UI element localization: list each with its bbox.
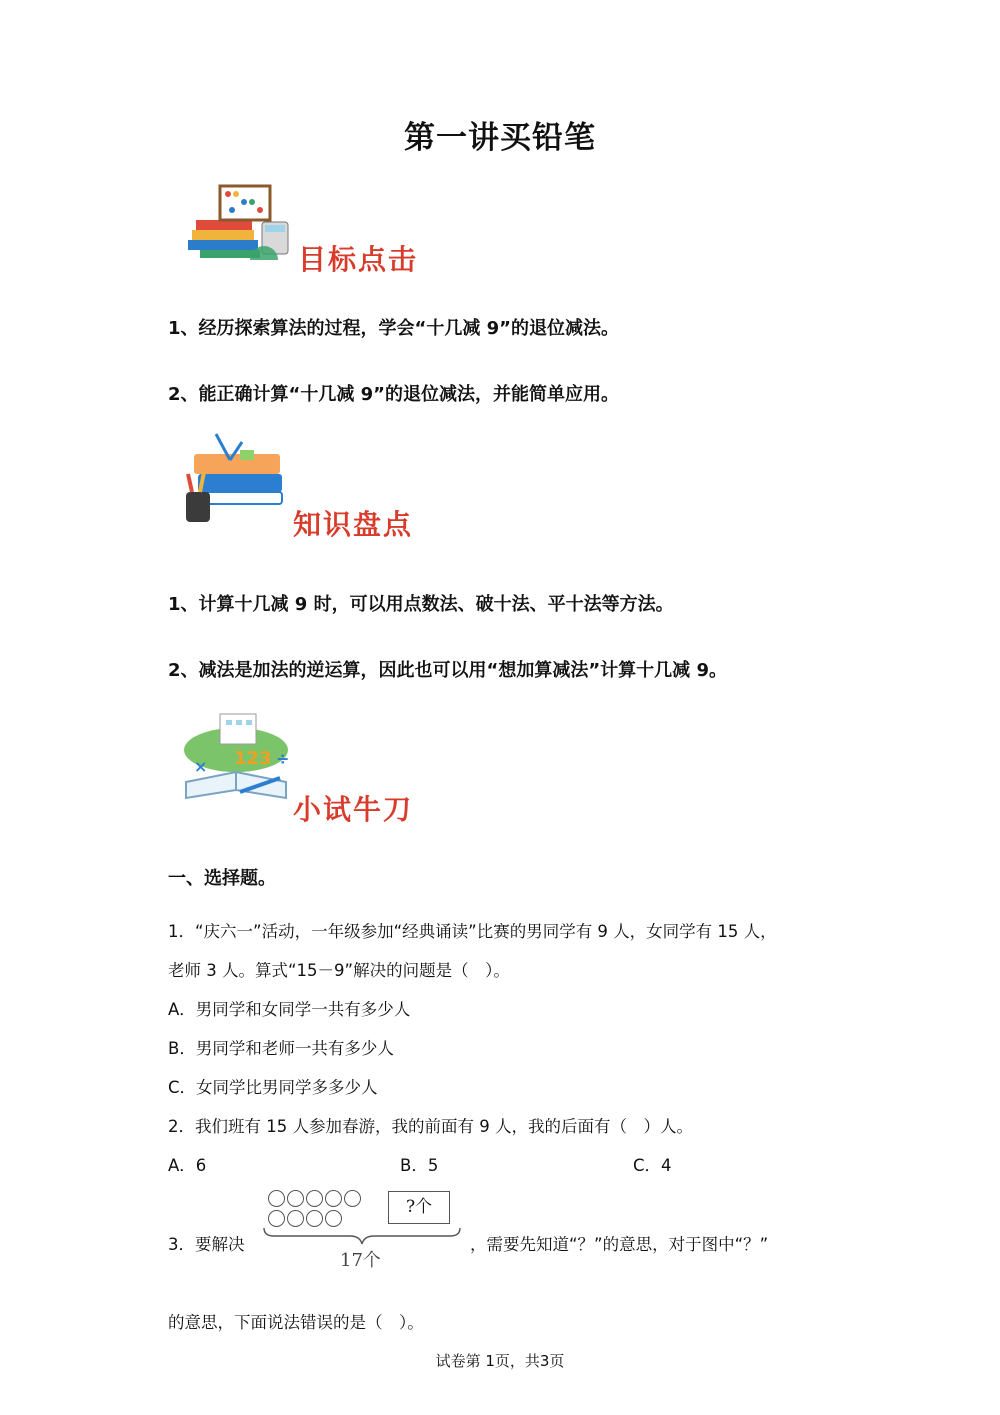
q2-option-b: B．5 xyxy=(400,1156,439,1175)
goals-section-banner xyxy=(180,180,430,280)
circle-mark xyxy=(325,1210,342,1227)
q1-option-b: B．男同学和老师一共有多少人 xyxy=(168,1039,394,1058)
q2-text: 2．我们班有 15 人参加春游，我的前面有 9 人，我的后面有（ ）人。 xyxy=(168,1117,693,1136)
circle-mark xyxy=(287,1190,304,1207)
knowledge-section-banner xyxy=(180,430,430,540)
circle-mark xyxy=(306,1210,323,1227)
total-brace xyxy=(262,1226,462,1248)
books-pencils-icon xyxy=(180,430,290,530)
practice-section-label: 小试牛刀 xyxy=(293,793,414,826)
circle-mark xyxy=(268,1210,285,1227)
q1-option-c: C．女同学比男同学多多少人 xyxy=(168,1078,378,1097)
circle-mark xyxy=(306,1190,323,1207)
part1-heading: 一、选择题。 xyxy=(168,868,276,889)
goal-item: 2、能正确计算“十几减 9”的退位减法，并能简单应用。 xyxy=(168,384,619,405)
q3-suffix: ，需要先知道“？”的意思，对于图中“？” xyxy=(470,1235,769,1254)
q3-line2: 的意思，下面说法错误的是（ ）。 xyxy=(168,1313,424,1332)
q3-prefix: 3．要解决 xyxy=(168,1235,245,1254)
unknown-box-label: ?个 xyxy=(405,1197,433,1217)
unknown-box xyxy=(388,1191,450,1224)
page-title: 第一讲买铅笔 xyxy=(404,120,596,156)
goal-item: 1、经历探索算法的过程，学会“十几减 9”的退位减法。 xyxy=(168,318,619,339)
svg-text:×: × xyxy=(194,757,208,776)
svg-text:123: 123 xyxy=(234,748,272,769)
page-footer: 试卷第 1页，共3页 xyxy=(435,1352,565,1370)
knowledge-item: 1、计算十几减 9 时，可以用点数法、破十法、平十法等方法。 xyxy=(168,594,674,615)
knowledge-section-label: 知识盘点 xyxy=(293,508,414,541)
total-label: 17个 xyxy=(340,1250,381,1271)
abacus-books-icon xyxy=(180,180,295,270)
q2-option-c: C．4 xyxy=(633,1156,672,1175)
practice-section-banner xyxy=(180,708,430,826)
knowledge-item: 2、减法是加法的逆运算，因此也可以用“想加算减法”计算十几减 9。 xyxy=(168,660,727,681)
q1-line1: 1．“庆六一”活动，一年级参加“经典诵读”比赛的男同学有 9 人，女同学有 15 人， xyxy=(168,922,777,941)
numbers-book-icon xyxy=(180,708,292,808)
q3-figure xyxy=(262,1188,462,1270)
circle-mark xyxy=(325,1190,342,1207)
circle-mark xyxy=(344,1190,361,1207)
svg-text:÷: ÷ xyxy=(276,749,290,768)
circles-row xyxy=(268,1190,363,1211)
q2-option-a: A．6 xyxy=(168,1156,207,1175)
circle-mark xyxy=(268,1190,285,1207)
q1-option-a: A．男同学和女同学一共有多少人 xyxy=(168,1000,411,1019)
q1-line2: 老师 3 人。算式“15－9”解决的问题是（ ）。 xyxy=(168,961,510,980)
goals-section-label: 目标点击 xyxy=(298,243,419,276)
circle-mark xyxy=(287,1210,304,1227)
